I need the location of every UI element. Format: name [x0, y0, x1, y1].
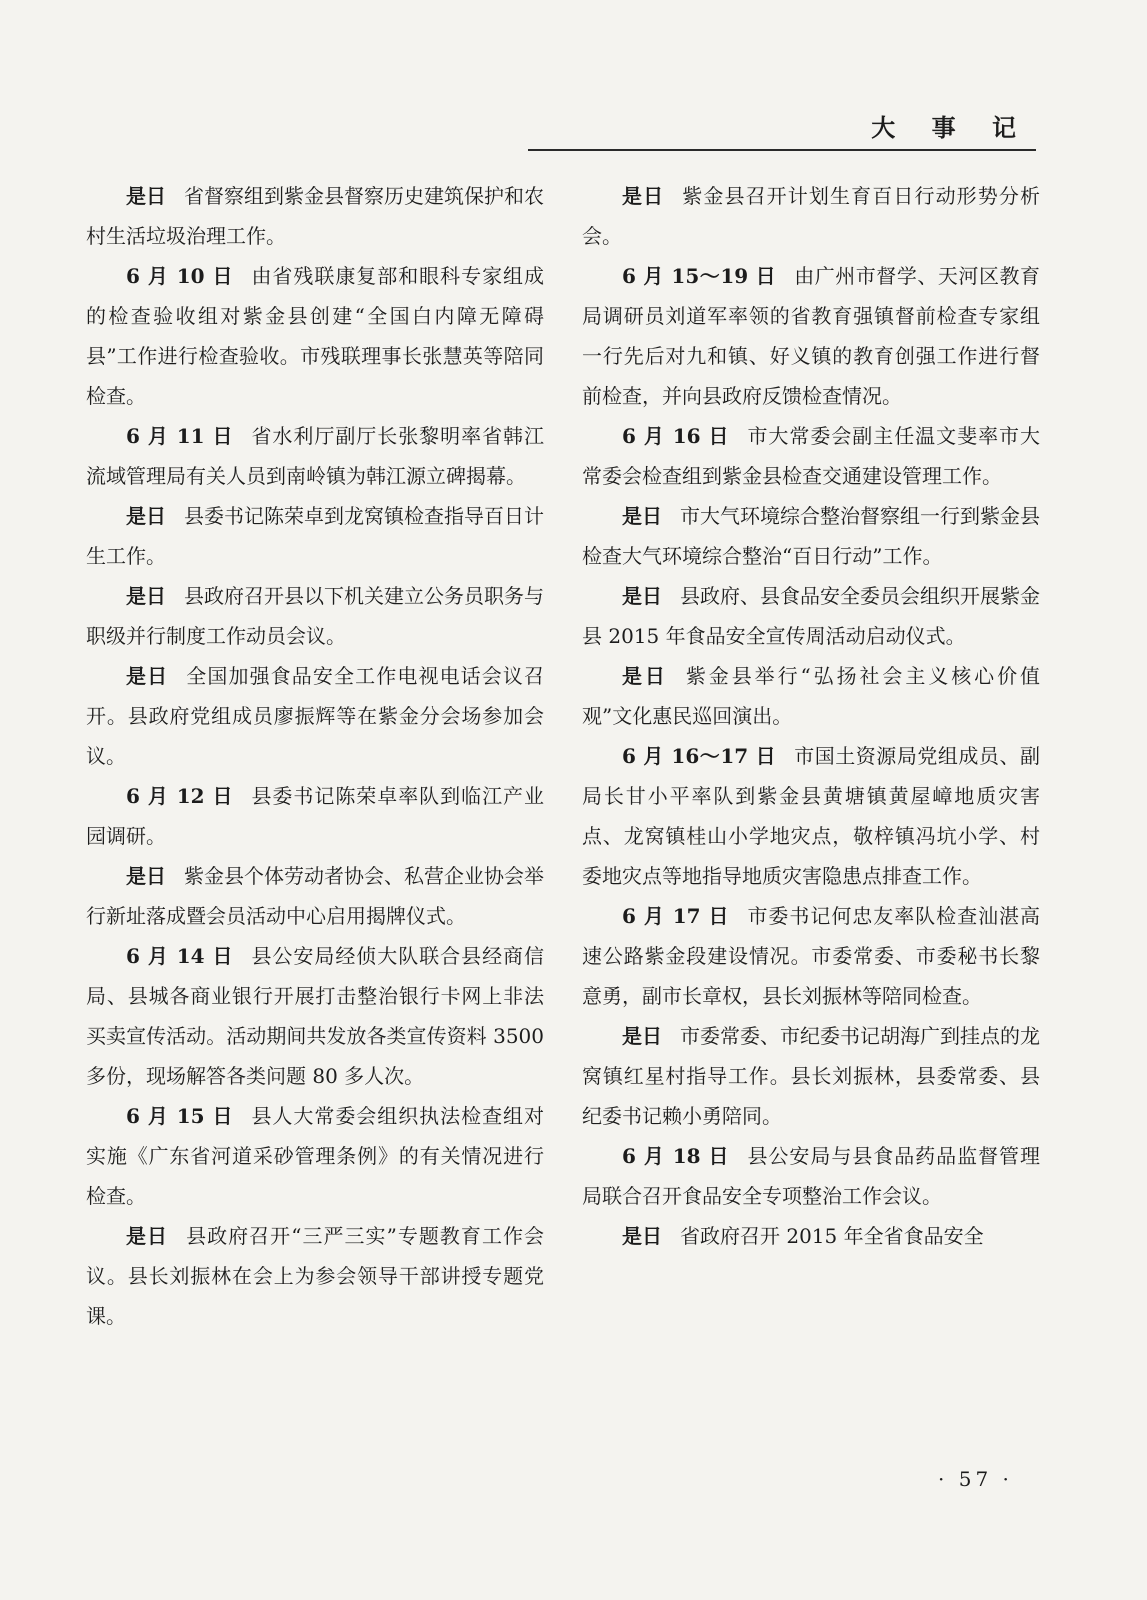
- entry: [582, 256, 1040, 416]
- entry-text: 省水利厅副厅长张黎明率省韩江流域管理局有关人员到南岭镇为韩江源立碑揭幕。: [86, 424, 545, 488]
- entry-date: 是日: [622, 504, 662, 528]
- page-number: · 57 ·: [938, 1467, 1013, 1491]
- entry-text: 县公安局经侦大队联合县经商信局、县城各商业银行开展打击整治银行卡网上非法买卖宣传活动。活动期间共发放各类宣传资料 3500 多份，现场解答各类问题 80 多人次。: [86, 944, 545, 1088]
- entry-date: 6 月 15 日: [126, 1104, 234, 1128]
- entry: [582, 496, 1040, 576]
- entry-date: 6 月 14 日: [126, 944, 234, 968]
- entry: [86, 1096, 544, 1216]
- header-rule: [528, 149, 1036, 151]
- entry-date: 6 月 16 日: [622, 424, 730, 448]
- entry-text: 市委书记何忠友率队检查汕湛高速公路紫金段建设情况。市委常委、市委秘书长黎意勇，副市长章权，县长刘振林等陪同检查。: [582, 904, 1041, 1008]
- entry-text: 市大气环境综合整治督察组一行到紫金县检查大气环境综合整治“百日行动”工作。: [582, 504, 1040, 568]
- entry-text: 紫金县举行“弘扬社会主义核心价值观”文化惠民巡回演出。: [582, 664, 1040, 728]
- entry-date: 6 月 11 日: [126, 424, 234, 448]
- left-column: [86, 176, 544, 1336]
- entry: [86, 576, 544, 656]
- page-header-title: 大 事 记: [871, 113, 1030, 142]
- entry: [582, 1016, 1040, 1136]
- entry: [582, 1136, 1040, 1216]
- entry-date: 是日: [622, 584, 662, 608]
- entry-text: 由广州市督学、天河区教育局调研员刘道军率领的省教育强镇督前检查专家组一行先后对九和镇、好义镇的教育创强工作进行督前检查，并向县政府反馈检查情况。: [582, 264, 1041, 408]
- entry: [582, 176, 1040, 256]
- entry: [86, 496, 544, 576]
- entry-text: 市大常委会副主任温文斐率市大常委会检查组到紫金县检查交通建设管理工作。: [582, 424, 1041, 488]
- entry: [582, 656, 1040, 736]
- entry-date: 是日: [622, 1224, 662, 1248]
- entry-text: 省督察组到紫金县督察历史建筑保护和农村生活垃圾治理工作。: [86, 184, 544, 248]
- entry: [86, 856, 544, 936]
- entry-text: 县人大常委会组织执法检查组对实施《广东省河道采砂管理条例》的有关情况进行检查。: [86, 1104, 545, 1208]
- entry-text: 县政府、县食品安全委员会组织开展紫金县 2015 年食品安全宣传周活动启动仪式。: [582, 584, 1040, 648]
- entry-date: 6 月 12 日: [126, 784, 234, 808]
- entry-date: 是日: [126, 584, 166, 608]
- entry-text: 紫金县个体劳动者协会、私营企业协会举行新址落成暨会员活动中心启用揭牌仪式。: [86, 864, 544, 928]
- entry-text: 县政府召开“三严三实”专题教育工作会议。县长刘振林在会上为参会领导干部讲授专题党课。: [86, 1224, 545, 1328]
- entry-date: 6 月 18 日: [622, 1144, 730, 1168]
- entry-text: 省政府召开 2015 年全省食品安全: [680, 1224, 984, 1248]
- entry-date: 是日: [126, 1224, 169, 1248]
- entry: [86, 936, 544, 1096]
- entry-text: 县公安局与县食品药品监督管理局联合召开食品安全专项整治工作会议。: [582, 1144, 1041, 1208]
- entry: [86, 776, 544, 856]
- entry-text: 县政府召开县以下机关建立公务员职务与职级并行制度工作动员会议。: [86, 584, 544, 648]
- entry-text: 由省残联康复部和眼科专家组成的检查验收组对紫金县创建“全国白内障无障碍县”工作进行检查验收。市残联理事长张慧英等陪同检查。: [86, 264, 545, 408]
- entry-date: 6 月 15～19 日: [622, 264, 777, 288]
- entry-date: 是日: [622, 664, 668, 688]
- entry: [86, 656, 544, 776]
- entry-text: 市国土资源局党组成员、副局长甘小平率队到紫金县黄塘镇黄屋嶂地质灾害点、龙窝镇桂山小学地灾点，敬梓镇冯坑小学、村委地灾点等地指导地质灾害隐患点排查工作。: [582, 744, 1041, 888]
- entry: [86, 176, 544, 256]
- entry-date: 6 月 17 日: [622, 904, 730, 928]
- entry: [86, 1216, 544, 1336]
- entry: [86, 256, 544, 416]
- entry: [582, 1216, 1040, 1256]
- entry-date: 是日: [126, 184, 166, 208]
- entry-date: 是日: [126, 864, 166, 888]
- entry: [582, 416, 1040, 496]
- entry: [86, 416, 544, 496]
- entry: [582, 896, 1040, 1016]
- entry-date: 是日: [622, 184, 665, 208]
- entry-text: 紫金县召开计划生育百日行动形势分析会。: [582, 184, 1041, 248]
- entry-date: 是日: [126, 664, 169, 688]
- right-column: [582, 176, 1040, 1256]
- entry-text: 县委书记陈荣卓到龙窝镇检查指导百日计生工作。: [86, 504, 544, 568]
- entry-text: 全国加强食品安全工作电视电话会议召开。县政府党组成员廖振辉等在紫金分会场参加会议。: [86, 664, 545, 768]
- entry-text: 县委书记陈荣卓率队到临江产业园调研。: [86, 784, 545, 848]
- entry: [582, 576, 1040, 656]
- entry-text: 市委常委、市纪委书记胡海广到挂点的龙窝镇红星村指导工作。县长刘振林，县委常委、县纪委书记赖小勇陪同。: [582, 1024, 1040, 1128]
- entry-date: 是日: [126, 504, 166, 528]
- entry: [582, 736, 1040, 896]
- entry-date: 6 月 16～17 日: [622, 744, 777, 768]
- entry-date: 是日: [622, 1024, 662, 1048]
- entry-date: 6 月 10 日: [126, 264, 234, 288]
